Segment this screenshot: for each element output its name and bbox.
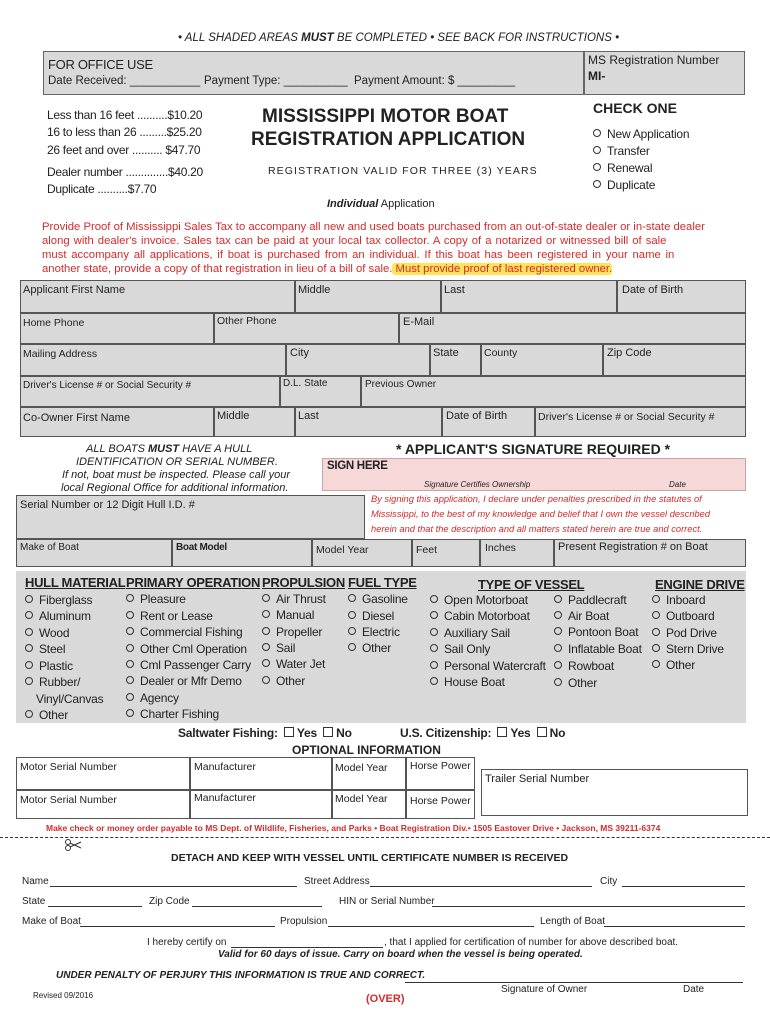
radio-icon[interactable] xyxy=(652,644,660,652)
radio-icon[interactable] xyxy=(25,611,33,619)
certify-date-line[interactable] xyxy=(231,947,383,948)
radio-icon[interactable] xyxy=(348,627,356,635)
saltwater-fishing-row xyxy=(178,727,352,739)
option-label: Other xyxy=(39,708,69,722)
fuel-electric[interactable] xyxy=(348,625,400,639)
detach-state-line[interactable] xyxy=(48,906,142,907)
dl-label: Driver's License # or Social Security # xyxy=(23,380,192,391)
option-label: Transfer xyxy=(607,144,650,158)
radio-icon[interactable] xyxy=(262,610,270,618)
checkbox-icon[interactable] xyxy=(323,727,333,737)
hull-other[interactable] xyxy=(25,708,68,722)
fee-4: Dealer number ..............$40.20 xyxy=(47,165,203,179)
over-label: (OVER) xyxy=(366,993,405,1005)
proof-line-1: Provide Proof of Mississippi Sales Tax to accompany all new and used boats purchased from an out-of-state dealer or in-state dealer xyxy=(42,221,705,233)
option-label: Aluminum xyxy=(39,609,91,623)
detach-hin-label: HIN or Serial Number xyxy=(339,896,435,907)
option-label: Plastic xyxy=(39,659,73,673)
payment-type-label: Payment Type: __________ xyxy=(204,75,348,87)
valid-60-days: Valid for 60 days of issue. Carry on board when the vessel is being operated. xyxy=(218,949,583,960)
scissors-icon xyxy=(64,838,82,852)
radio-icon[interactable] xyxy=(593,180,601,188)
horse-power-label: Horse Power xyxy=(410,760,471,772)
notice-part2: BE COMPLETED • SEE BACK FOR INSTRUCTIONS • xyxy=(333,32,620,44)
check-transfer[interactable] xyxy=(593,144,650,158)
ms-reg-prefix: MI- xyxy=(588,69,606,83)
hull-notice-line3: If not, boat must be inspected. Please call your xyxy=(62,469,291,481)
hull-rubber[interactable] xyxy=(25,675,80,689)
hull-material-heading: HULL MATERIAL xyxy=(25,575,126,590)
signature-date-label: Date xyxy=(669,480,686,489)
fee-2: 16 to less than 26 .........$25.20 xyxy=(47,125,202,139)
county-label: County xyxy=(484,347,518,359)
individual-rest: Application xyxy=(378,198,435,210)
motor-serial-label: Motor Serial Number xyxy=(20,761,117,773)
hull-notice-1a: ALL BOATS xyxy=(86,443,148,455)
certify-label-a: I hereby certify on xyxy=(147,937,227,948)
vessel-cabin-motorboat[interactable] xyxy=(430,609,530,623)
perjury-statement: UNDER PENALTY OF PERJURY THIS INFORMATION IS TRUE AND CORRECT. xyxy=(56,970,426,981)
horse-power-label: Horse Power xyxy=(410,795,471,807)
detach-city-label: City xyxy=(600,876,618,887)
detach-name-label: Name xyxy=(22,876,49,887)
option-label: Auxiliary Sail xyxy=(444,626,510,640)
payment-instructions: Make check or money order payable to MS Dept. of Wildlife, Fisheries, and Parks • Boat Registration Div.• 1505 Eastover Drive • Jackson, MS 39211-6374 xyxy=(46,823,661,833)
option-label: Water Jet xyxy=(276,657,326,671)
hull-fiberglass[interactable] xyxy=(25,593,92,607)
hull-vinyl-canvas: Vinyl/Canvas xyxy=(36,692,104,706)
option-label: Inboard xyxy=(666,593,706,607)
revised-date: Revised 09/2016 xyxy=(33,991,94,1000)
radio-icon[interactable] xyxy=(430,661,438,669)
radio-icon[interactable] xyxy=(348,643,356,651)
engine-outboard[interactable] xyxy=(652,609,714,623)
vessel-house-boat[interactable] xyxy=(430,675,505,689)
detach-heading: DETACH AND KEEP WITH VESSEL UNTIL CERTIFICATE NUMBER IS RECEIVED xyxy=(171,852,569,864)
certify-label-b: , that I applied for certification of number for above described boat. xyxy=(384,937,679,948)
fee-3: 26 feet and over .......... $47.70 xyxy=(47,143,201,157)
radio-icon[interactable] xyxy=(430,628,438,636)
vessel-sail-only[interactable] xyxy=(430,642,490,656)
signature-owner-label: Signature of Owner xyxy=(501,984,588,995)
manufacturer-label: Manufacturer xyxy=(194,761,256,773)
saltwater-yes[interactable]: Yes xyxy=(296,726,317,740)
proof-line-3: must accompany all applications, if boat is purchased from an individual. If this boat has been registered in your name in xyxy=(42,249,675,261)
citizenship-label: U.S. Citizenship: xyxy=(400,726,492,740)
radio-icon[interactable] xyxy=(652,611,660,619)
detach-hin-line[interactable] xyxy=(432,906,745,907)
radio-icon[interactable] xyxy=(554,627,562,635)
last-label: Last xyxy=(444,284,465,296)
propulsion-heading: PROPULSION xyxy=(262,575,345,590)
option-label: Dealer or Mfr Demo xyxy=(140,674,242,688)
detach-length-line[interactable] xyxy=(604,926,745,927)
email-field[interactable] xyxy=(399,313,746,344)
payment-amount-label: Payment Amount: $ _________ xyxy=(354,75,516,87)
detach-street-label: Street Address xyxy=(304,876,370,887)
radio-icon[interactable] xyxy=(126,660,134,668)
vessel-personal-watercraft[interactable] xyxy=(430,659,546,673)
radio-icon[interactable] xyxy=(593,146,601,154)
notice-must: MUST xyxy=(301,32,334,44)
detach-zip-label: Zip Code xyxy=(149,896,190,907)
model-label: Boat Model xyxy=(176,542,227,553)
hull-plastic[interactable] xyxy=(25,659,73,673)
office-use-heading: FOR OFFICE USE xyxy=(48,57,153,72)
option-label: Inflatable Boat xyxy=(568,642,642,656)
option-label: Manual xyxy=(276,608,315,622)
inches-label: Inches xyxy=(485,542,516,554)
co-last-label: Last xyxy=(298,410,319,422)
signature-date-label: Date xyxy=(683,984,705,995)
op-charter[interactable] xyxy=(126,707,219,721)
declaration-line1: By signing this application, I declare under penalties prescribed in the statutes of xyxy=(371,494,702,504)
option-label: Paddlecraft xyxy=(568,593,627,607)
op-rent[interactable] xyxy=(126,609,213,623)
option-label: Other Cml Operation xyxy=(140,642,247,656)
hull-notice-line1 xyxy=(86,444,252,455)
prop-air-thrust[interactable] xyxy=(262,592,326,606)
mailing-label: Mailing Address xyxy=(23,348,98,360)
radio-icon[interactable] xyxy=(126,676,134,684)
checkbox-icon[interactable] xyxy=(537,727,547,737)
option-label: Wood xyxy=(39,626,70,640)
vessel-pontoon[interactable] xyxy=(554,625,638,639)
detach-street-line[interactable] xyxy=(370,886,592,887)
radio-icon[interactable] xyxy=(262,594,270,602)
radio-icon[interactable] xyxy=(126,693,134,701)
fee-5: Duplicate ..........$7.70 xyxy=(47,182,157,196)
individual-bold: Individual xyxy=(327,198,379,210)
vessel-paddlecraft[interactable] xyxy=(554,593,627,607)
detach-make-label: Make of Boat xyxy=(22,916,81,927)
detach-name-line[interactable] xyxy=(50,886,297,887)
check-new-application[interactable] xyxy=(593,127,689,141)
proof-highlight: Must provide proof of last registered owner. xyxy=(392,263,613,275)
radio-icon[interactable] xyxy=(348,594,356,602)
ms-reg-label: MS Registration Number xyxy=(588,53,720,67)
option-label: New Application xyxy=(607,127,690,141)
radio-icon[interactable] xyxy=(262,643,270,651)
vessel-other[interactable] xyxy=(554,676,597,690)
option-label: Pod Drive xyxy=(666,626,717,640)
city-label: City xyxy=(290,347,309,359)
radio-icon[interactable] xyxy=(430,677,438,685)
top-notice xyxy=(178,33,619,45)
option-label: Commercial Fishing xyxy=(140,625,243,639)
option-label: Duplicate xyxy=(607,178,656,192)
radio-icon[interactable] xyxy=(262,659,270,667)
citizenship-yes[interactable]: Yes xyxy=(510,726,531,740)
engine-drive-heading: ENGINE DRIVE xyxy=(655,577,745,592)
op-other-cml[interactable] xyxy=(126,642,247,656)
owner-signature-line[interactable] xyxy=(405,982,743,983)
check-renewal[interactable] xyxy=(593,161,652,175)
option-label: Rowboat xyxy=(568,659,614,673)
fuel-type-heading: FUEL TYPE xyxy=(348,575,417,590)
engine-stern-drive[interactable] xyxy=(652,642,724,656)
other-phone-label: Other Phone xyxy=(217,315,277,327)
detach-make-line[interactable] xyxy=(80,926,275,927)
option-label: Electric xyxy=(362,625,400,639)
option-label: Air Thrust xyxy=(276,592,326,606)
option-label: Open Motorboat xyxy=(444,593,528,607)
radio-icon[interactable] xyxy=(554,644,562,652)
radio-icon[interactable] xyxy=(25,710,33,718)
option-label: Pontoon Boat xyxy=(568,625,639,639)
radio-icon[interactable] xyxy=(126,709,134,717)
radio-icon[interactable] xyxy=(348,611,356,619)
radio-icon[interactable] xyxy=(25,628,33,636)
radio-icon[interactable] xyxy=(126,627,134,635)
option-label: Other xyxy=(666,658,696,672)
model-year-label: Model Year xyxy=(316,544,369,556)
prop-other[interactable] xyxy=(262,674,305,688)
citizenship-row xyxy=(400,727,565,739)
fuel-gasoline[interactable] xyxy=(348,592,408,606)
hull-notice-line4: local Regional Office for additional information. xyxy=(61,482,289,494)
option-label: Air Boat xyxy=(568,609,610,623)
saltwater-label: Saltwater Fishing: xyxy=(178,726,278,740)
radio-icon[interactable] xyxy=(430,611,438,619)
option-label: Cml Passenger Carry xyxy=(140,658,251,672)
optional-info-heading: OPTIONAL INFORMATION xyxy=(292,743,441,757)
radio-icon[interactable] xyxy=(652,628,660,636)
radio-icon[interactable] xyxy=(25,677,33,685)
primary-operation-heading: PRIMARY OPERATION xyxy=(126,575,261,590)
radio-icon[interactable] xyxy=(554,678,562,686)
radio-icon[interactable] xyxy=(126,611,134,619)
option-label: House Boat xyxy=(444,675,505,689)
valid-three-years: REGISTRATION VALID FOR THREE (3) YEARS xyxy=(268,165,538,177)
engine-inboard[interactable] xyxy=(652,593,705,607)
hull-notice-must: MUST xyxy=(147,443,180,455)
notice-part1: • ALL SHADED AREAS xyxy=(178,32,302,44)
dob-label: Date of Birth xyxy=(622,284,684,296)
feet-label: Feet xyxy=(416,544,438,556)
checkbox-icon[interactable] xyxy=(284,727,294,737)
email-label: E-Mail xyxy=(403,316,435,328)
option-label: Gasoline xyxy=(362,592,408,606)
option-label: Other xyxy=(276,674,306,688)
date-received-label: Date Received: ___________ xyxy=(48,75,201,87)
engine-other[interactable] xyxy=(652,658,695,672)
signature-required-heading: * APPLICANT'S SIGNATURE REQUIRED * xyxy=(396,441,671,457)
radio-icon[interactable] xyxy=(554,661,562,669)
option-label: Renewal xyxy=(607,161,653,175)
radio-icon[interactable] xyxy=(262,676,270,684)
option-label: Pleasure xyxy=(140,592,186,606)
option-label: Agency xyxy=(140,691,179,705)
present-reg-label: Present Registration # on Boat xyxy=(558,541,708,553)
co-first-label: Co-Owner First Name xyxy=(23,412,130,424)
saltwater-no[interactable]: No xyxy=(336,726,352,740)
hull-wood[interactable] xyxy=(25,626,69,640)
radio-icon[interactable] xyxy=(25,661,33,669)
prop-propeller[interactable] xyxy=(262,625,322,639)
detach-state-label: State xyxy=(22,896,46,907)
fee-1: Less than 16 feet ..........$10.20 xyxy=(47,108,203,122)
state-label: State xyxy=(433,347,459,359)
fuel-other[interactable] xyxy=(348,641,391,655)
option-label: Rent or Lease xyxy=(140,609,213,623)
serial-label: Serial Number or 12 Digit Hull I.D. # xyxy=(20,499,195,511)
prev-owner-label: Previous Owner xyxy=(365,379,437,390)
radio-icon[interactable] xyxy=(593,129,601,137)
proof-line-4 xyxy=(42,264,612,275)
prop-water-jet[interactable] xyxy=(262,657,325,671)
proof-line-4-text: another state, provide a copy of that registration in lieu of a bill of sale. xyxy=(42,263,393,275)
radio-icon[interactable] xyxy=(554,611,562,619)
option-label: Personal Watercraft xyxy=(444,659,546,673)
detach-length-label: Length of Boat xyxy=(540,916,606,927)
radio-icon[interactable] xyxy=(430,644,438,652)
vessel-auxiliary-sail[interactable] xyxy=(430,626,510,640)
option-label: Other xyxy=(362,641,392,655)
option-label: Rubber/ xyxy=(39,675,81,689)
home-phone-label: Home Phone xyxy=(23,317,85,329)
manufacturer-label: Manufacturer xyxy=(194,792,256,804)
trailer-serial-label: Trailer Serial Number xyxy=(485,773,590,785)
checkbox-icon[interactable] xyxy=(497,727,507,737)
dl-state-label: D.L. State xyxy=(283,378,328,389)
detach-propulsion-label: Propulsion xyxy=(280,916,328,927)
option-label: Stern Drive xyxy=(666,642,724,656)
radio-icon[interactable] xyxy=(25,644,33,652)
middle-label: Middle xyxy=(298,284,331,296)
radio-icon[interactable] xyxy=(25,595,33,603)
op-dealer[interactable] xyxy=(126,674,242,688)
radio-icon[interactable] xyxy=(126,594,134,602)
prop-manual[interactable] xyxy=(262,608,314,622)
declaration-line2: Mississippi, to the best of my knowledge and belief that I own the vessel described xyxy=(371,509,711,519)
co-middle-label: Middle xyxy=(217,410,250,422)
vessel-open-motorboat[interactable] xyxy=(430,593,528,607)
motor-serial-label: Motor Serial Number xyxy=(20,794,117,806)
vessel-inflatable[interactable] xyxy=(554,642,642,656)
applicant-first-name-label: Applicant First Name xyxy=(23,284,126,296)
radio-icon[interactable] xyxy=(126,644,134,652)
radio-icon[interactable] xyxy=(652,660,660,668)
radio-icon[interactable] xyxy=(593,163,601,171)
vessel-rowboat[interactable] xyxy=(554,659,614,673)
detach-zip-line[interactable] xyxy=(192,906,322,907)
make-label: Make of Boat xyxy=(20,542,79,553)
option-label: Other xyxy=(568,676,598,690)
radio-icon[interactable] xyxy=(430,595,438,603)
proof-line-2: along with dealer's invoice. Sales tax can be paid at your local tax collector. A copy of a notarized or witnessed bill of sale xyxy=(42,235,667,247)
individual-application xyxy=(327,199,435,210)
op-passenger[interactable] xyxy=(126,658,251,672)
model-year-label: Model Year xyxy=(335,762,388,774)
last-name-field[interactable] xyxy=(441,280,617,313)
option-label: Sail Only xyxy=(444,642,491,656)
option-label: Diesel xyxy=(362,609,395,623)
detach-city-line[interactable] xyxy=(622,886,745,887)
op-agency[interactable] xyxy=(126,691,179,705)
fuel-diesel[interactable] xyxy=(348,609,394,623)
option-label: Sail xyxy=(276,641,296,655)
option-label: Charter Fishing xyxy=(140,707,220,721)
check-duplicate[interactable] xyxy=(593,178,655,192)
citizenship-no[interactable]: No xyxy=(549,726,566,740)
option-label: Fiberglass xyxy=(39,593,93,607)
op-pleasure[interactable] xyxy=(126,592,186,606)
hull-aluminum[interactable] xyxy=(25,609,91,623)
title-line2: REGISTRATION APPLICATION xyxy=(251,129,526,150)
declaration-line3: herein and that the description and all matters stated herein are true and correct. xyxy=(371,524,703,534)
cut-line xyxy=(0,837,770,838)
radio-icon[interactable] xyxy=(652,595,660,603)
op-commercial-fishing[interactable] xyxy=(126,625,242,639)
radio-icon[interactable] xyxy=(262,627,270,635)
check-one-heading: CHECK ONE xyxy=(593,100,678,116)
engine-pod-drive[interactable] xyxy=(652,626,717,640)
option-label: Steel xyxy=(39,642,66,656)
title-line1: MISSISSIPPI MOTOR BOAT xyxy=(262,106,509,127)
option-label: Propeller xyxy=(276,625,323,639)
detach-propulsion-line[interactable] xyxy=(328,926,534,927)
co-dob-label: Date of Birth xyxy=(446,410,508,422)
co-dl-label: Driver's License # or Social Security # xyxy=(538,411,715,423)
model-year-label: Model Year xyxy=(335,793,388,805)
type-of-vessel-heading: TYPE OF VESSEL xyxy=(478,577,585,592)
sign-here-label: SIGN HERE xyxy=(327,460,388,472)
radio-icon[interactable] xyxy=(554,595,562,603)
zip-label: Zip Code xyxy=(607,347,652,359)
hull-notice-line2: IDENTIFICATION OR SERIAL NUMBER. xyxy=(76,456,278,468)
option-label: Cabin Motorboat xyxy=(444,609,530,623)
signature-certifies: Signature Certifies Ownership xyxy=(424,480,531,489)
option-label: Outboard xyxy=(666,609,715,623)
vessel-air-boat[interactable] xyxy=(554,609,609,623)
hull-notice-1c: HAVE A HULL xyxy=(179,443,253,455)
hull-steel[interactable] xyxy=(25,642,65,656)
prop-sail[interactable] xyxy=(262,641,295,655)
